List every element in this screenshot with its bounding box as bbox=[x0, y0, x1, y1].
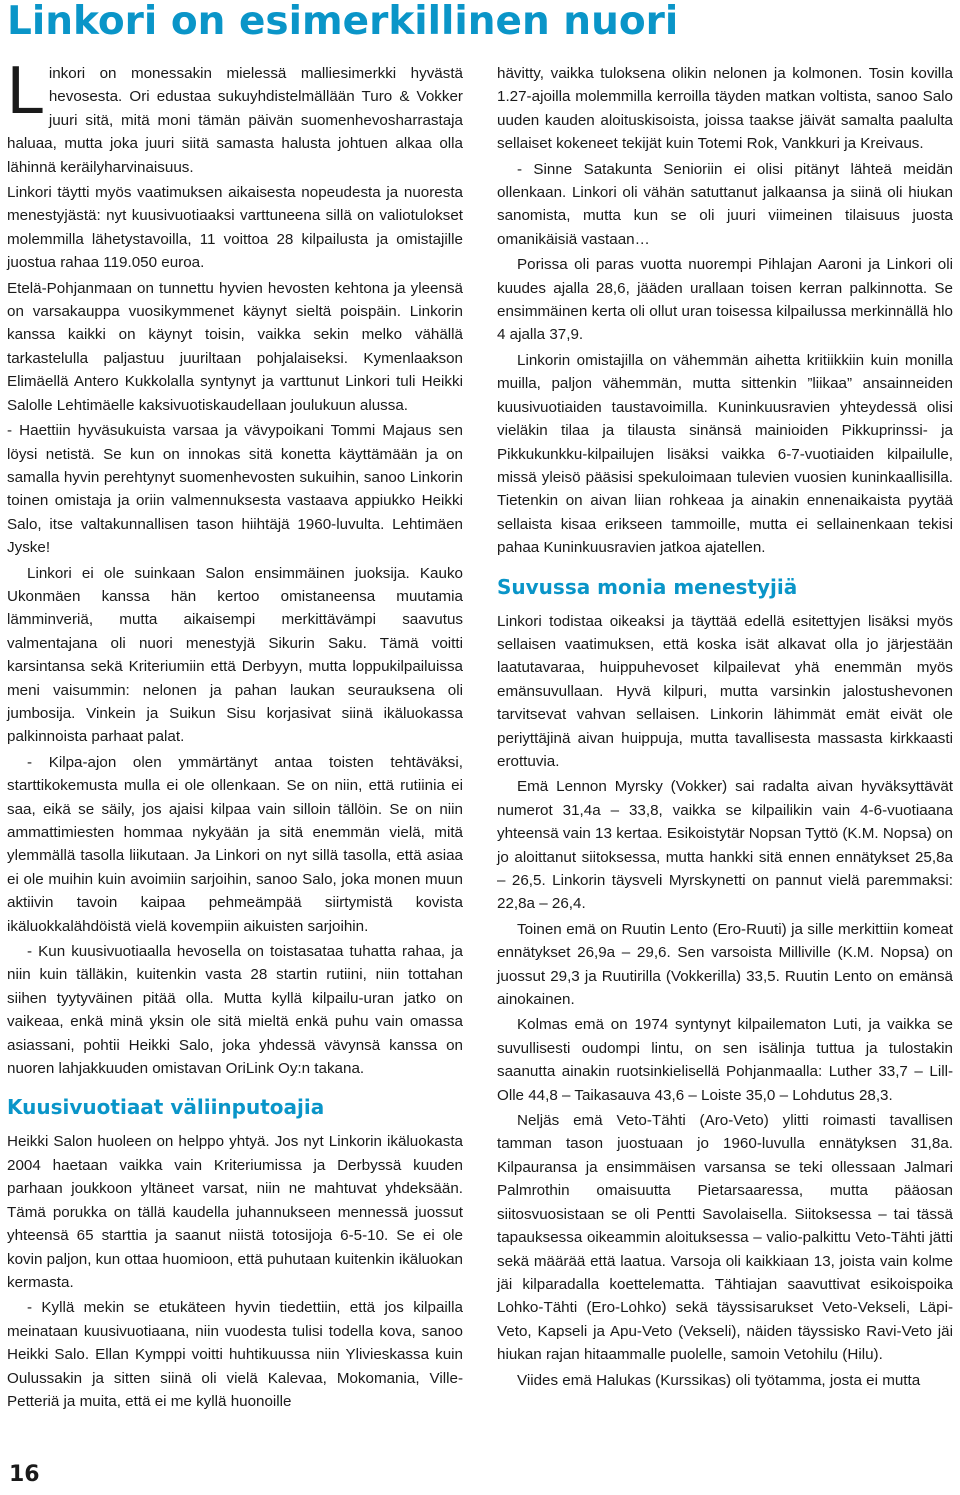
article-paragraph: Neljäs emä Veto-Tähti (Aro-Veto) ylitti roimasti tavallisen tamman tason juostuaan jo 1960-luvulla ennätyksen 31,8a. Kilpauransa ja ensimmäisen varsansa se teki ollessaan Jalmari Palmrothin omaisuutta Pietarsaaressa, mutta pääosan siitosvuosistaan se oli Pentti Savolaisella. Siitoksessa – tai tässä tapauksessa oikeammin aloituksessa – valio-palkittu Veto-Tähti jätti sekä määrää että laatua. Varsoja oli kaikkiaan 13, joista vain kolme jäi kilparadalla koettelematta. Tähtiajan saavuttivat esikoispoika Lohko-Tähti (Ero-Lohko) sekä täyssisarukset Veto-Vekseli, Läpi-Veto, Kapseli ja Apu-Veto (Vekseli), näiden täyssisko Ravi-Veto jäi hiukan rajan hitaammalle puolelle, samoin Vetohilu (Hilu). bbox=[497, 1112, 953, 1364]
article-paragraph: Porissa oli paras vuotta nuorempi Pihlajan Aaroni ja Linkori oli kuudes ajalla 28,6, jääden urallaan toisen kerran palkinnotta. Se ensimmäinen kerta oli ollut uran toisessa kilpailussa merkinnällä hlo 4 ajalla 37,9. bbox=[497, 256, 953, 344]
article-paragraph: Kolmas emä on 1974 syntynyt kilpailematon Luti, ja vaikka se suvullisesti oudompi lintu, on sen isälinja tuttua ja tulostakin saanutta ainakin ruotsinkielisellä Pohjanmaalla: Luther 33,7 – Lill-Olle 44,8 – Taikasauva 43,6 – Loiste 35,0 – Lohdutus 28,3. bbox=[497, 1016, 953, 1104]
drop-cap: L bbox=[7, 52, 45, 128]
right-column bbox=[497, 62, 953, 1394]
article-paragraph: - Sinne Satakunta Senioriin ei olisi pitänyt lähteä meidän ollenkaan. Linkori oli vähän satuttanut jalkaansa ja siinä oli hiukan sanomista, mutta kun se oli juuri viimeinen tilaisuus juosta omanikäisiä vastaan… bbox=[497, 160, 953, 248]
section-heading: Suvussa monia menestyjiä bbox=[497, 574, 798, 599]
article-paragraph: Etelä-Pohjanmaan on tunnettu hyvien hevosten kehtona ja yleensä on varsakauppa vuosikymmenet käynyt sieltä poispäin. Linkorin kanssa kaikki on käynyt toisin, vaikka sekin melko vähällä tarkastelulla paljastuu juuriltaan pohjalaiseksi. Kymenlaakson Elimäellä Antero Kukkolalla syntynyt ja varttunut Linkori tuli Heikki Salolle Lehtimäelle kaksivuotiskaudellaan joulukuun alussa. bbox=[7, 279, 463, 414]
article-paragraph: - Kun kuusivuotiaalla hevosella on toistasataa tuhatta rahaa, ja niin kuin tälläkin, kuitenkin vasta 28 startin rutiini, niin tottahan siihen tyytyväinen pitää olla. Mutta kyllä kilpailu-uran jatko on vaikeaa, enkä minä yksin ole sitä mieltä enkä puhu vain omassa asiassani, pohtii Heikki Salo, joka yhdessä vävynsä kanssa on nuoren lahjakkuuden omistavan OriLink Oy:n takana. bbox=[7, 943, 463, 1078]
article-paragraph: Viides emä Halukas (Kurssikas) oli työtamma, josta ei mutta bbox=[517, 1371, 921, 1389]
article-paragraph: Linkorin omistajilla on vähemmän aihetta kritiikkiin kuin monilla muilla, paljon vähemmän, mutta sittenkin ”liikaa” ansainneiden kuusivuotiaiden taustavoimilla. Kuninkuusravien yhteydessä olisi vieläkin tilaa ja tilausta sinänsä mainioiden Pikkuprinssi- ja Pikkukunkku-kilpailujen lisäksi vaikka 6-7-vuotiaiden kilpailulle, missä yleisö pääsisi spekuloimaan tulevien vuosien kuninkaallisilla. Tietenkin on aivan liian rohkeaa ja ainakin ennenaikaista pyytää sellaista kisaa erikseen tammoille, mutta ei sellainenkaan tekisi pahaa Kuninkuusravien jatkoa ajatellen. bbox=[497, 351, 953, 557]
article-paragraph: Toinen emä on Ruutin Lento (Ero-Ruuti) ja sille merkittiin komeat ennätykset 26,9a – 29,6. Sen varsoista Milliville (K.M. Nopsa) on juossut 29,3 ja Ruutirilla (Vokkerilla) 33,5. Ruutin Lento on emänsä ainokainen. bbox=[497, 920, 953, 1009]
page-number: 16 bbox=[9, 1462, 40, 1487]
section-heading: Kuusivuotiaat väliinputoajia bbox=[7, 1095, 325, 1120]
article-paragraph: hävitty, vaikka tuloksena olikin nelonen ja kolmonen. Tosin kovilla 1.27-ajoilla molemmilla kerroilla täyden matkan voltista, sanoo Salo uuden kauden aloituskisoista, joissa taakse jäivät samalta paalulta sellaiset kokeneet tekijät kuin Totemi Rok, Vankkuri ja Kreivaus. bbox=[497, 65, 953, 153]
intro-paragraph bbox=[7, 52, 463, 179]
intro-text: inkori on monessakin mielessä malliesimerkki hyvästä hevosesta. Ori edustaa sukuyhdistelmällään Turo & Vokker juuri sitä, mitä moni tämän päivän suomenhevosharrastaja haluaa, mutta joka juuri siitä samasta halusta johtuen alkaa olla lähinnä keräilyharvinaisuus. bbox=[7, 65, 463, 176]
article-paragraph: - Kilpa-ajon olen ymmärtänyt antaa toisten tehtäväksi, starttikokemusta mulla ei ole ollenkaan. Se on niin, että rutiinia ei saa, eikä se säily, jos ajaisi kilpaa vain silloin tällöin. Se on niin ammattimiesten hommaa nykyään ja sitä enemmän vielä, mitä ylemmällä tasolla liikutaan. Ja Linkori on nyt sillä tasolla, että asiaa ei ole muihin kuin avoimiin sarjoihin, sanoo Salo, joka monen muun aktiivin tavoin kaipaa pehmeämpää siirtymistä kovista ikäluokkalähdöistä vielä kovempiin aikuisten sarjoihin. bbox=[7, 753, 463, 935]
article-paragraph: Emä Lennon Myrsky (Vokker) sai radalta aivan hyväksyttävät numerot 31,4a – 33,8, vaikka se kilpailikin vain 4-6-vuotiaana yhteensä vain 13 kertaa. Esikoistytär Nopsan Tyttö (K.M. Nopsa) on jo aloittanut siitoksessa, mutta hankki sitä ennen ennätykset 25,8a – 26,5. Linkorin täysveli Myrskynetti on pannut vielä paremmaksi: 22,8a – 26,4. bbox=[497, 778, 953, 913]
article-paragraph: Linkori todistaa oikeaksi ja täyttää edellä esitettyjen lisäksi myös sellaisen vaatimuksen, että koska isät alkavat olla jo järjestään laatutavaraa, huippuhevoset kilpailevat yhä enemmän myös emänsuvullaan. Hyvä kilpuri, mutta varsinkin jalostushevonen tarvitsevat vahvan sellaisen. Linkorin lähimmät emät eivät ole periyttäjinä aivan huippuja, mutta tavallisesta massasta kirkkaasti erottuvia. bbox=[497, 612, 953, 770]
article-paragraph: - Kyllä mekin se etukäteen hyvin tiedettiin, että jos kilpailla meinataan kuusivuotiaana, niin vuodesta tulisi todella kova, sanoo Heikki Salo. Ellan Kymppi voitti huhtikuussa niin Ylivieskassa kuin Oulussakin ja sitten siinä oli vielä Kalevaa, Mokomania, Ville-Petteriä ja muita, että ei me kyllä huonoille bbox=[7, 1299, 463, 1410]
article-paragraph: Heikki Salon huoleen on helppo yhtyä. Jos nyt Linkorin ikäluokasta 2004 haetaan vaikka vain Kriteriumissa ja Derbyssä kuuden parhaan joukkoon yltäneet varsat, niin ne mahtuvat yhdeksään. Tämä porukka on tällä kaudella juhannukseen mennessä juossut yhteensä 65 starttia ja saanut niistä totosijoja 6-5-10. Se ei ole kovin paljon, kun ottaa huomioon, että puhutaan kuitenkin ikäluokan kermasta. bbox=[7, 1133, 463, 1291]
article-paragraph: - Haettiin hyväsukuista varsaa ja vävypoikani Tommi Majaus sen löysi netistä. Se kun on innokas sitä konetta käyttämään ja on samalla hyvin perehtynyt suomenhevosten sukuihin, sanoo Linkorin toinen omistaja ja oriin valmennuksesta vastaava appiukko Heikki Salo, itse valtakunnallisen tason hiihtäjä 1960-luvulta. Lehtimäen Jyske! bbox=[7, 422, 463, 557]
article-paragraph: Linkori ei ole suinkaan Salon ensimmäinen juoksija. Kauko Ukonmäen kanssa hän kertoo omistaneensa muutamia lämminveriä, mutta aikaisempi merkittävämpi saavutus valmentajana oli nuori menestyjä Sikurin Saku. Tämä voitti karsintansa sekä Kriteriumiin että Derbyyn, mutta loppukilpailuissa meni vaisummin: nelonen ja pahan laukan seurauksena oli jumbosija. Vinkein ja Suikun Sisu korjasivat siinä ikäluokassa palkinnoista parhaat palat. bbox=[7, 564, 463, 746]
article-paragraph: Linkori täytti myös vaatimuksen aikaisesta nopeudesta ja nuoresta menestyjästä: nyt kuusivuotiaaksi varttuneena sillä on valiotulokset molemmilla lähetystavoilla, 11 voittoa 28 kilpailusta ja omistajille juostua rahaa 119.050 euroa. bbox=[7, 184, 463, 272]
left-column bbox=[7, 52, 463, 1415]
page-title: Linkori on esimerkillinen nuori bbox=[7, 0, 679, 44]
